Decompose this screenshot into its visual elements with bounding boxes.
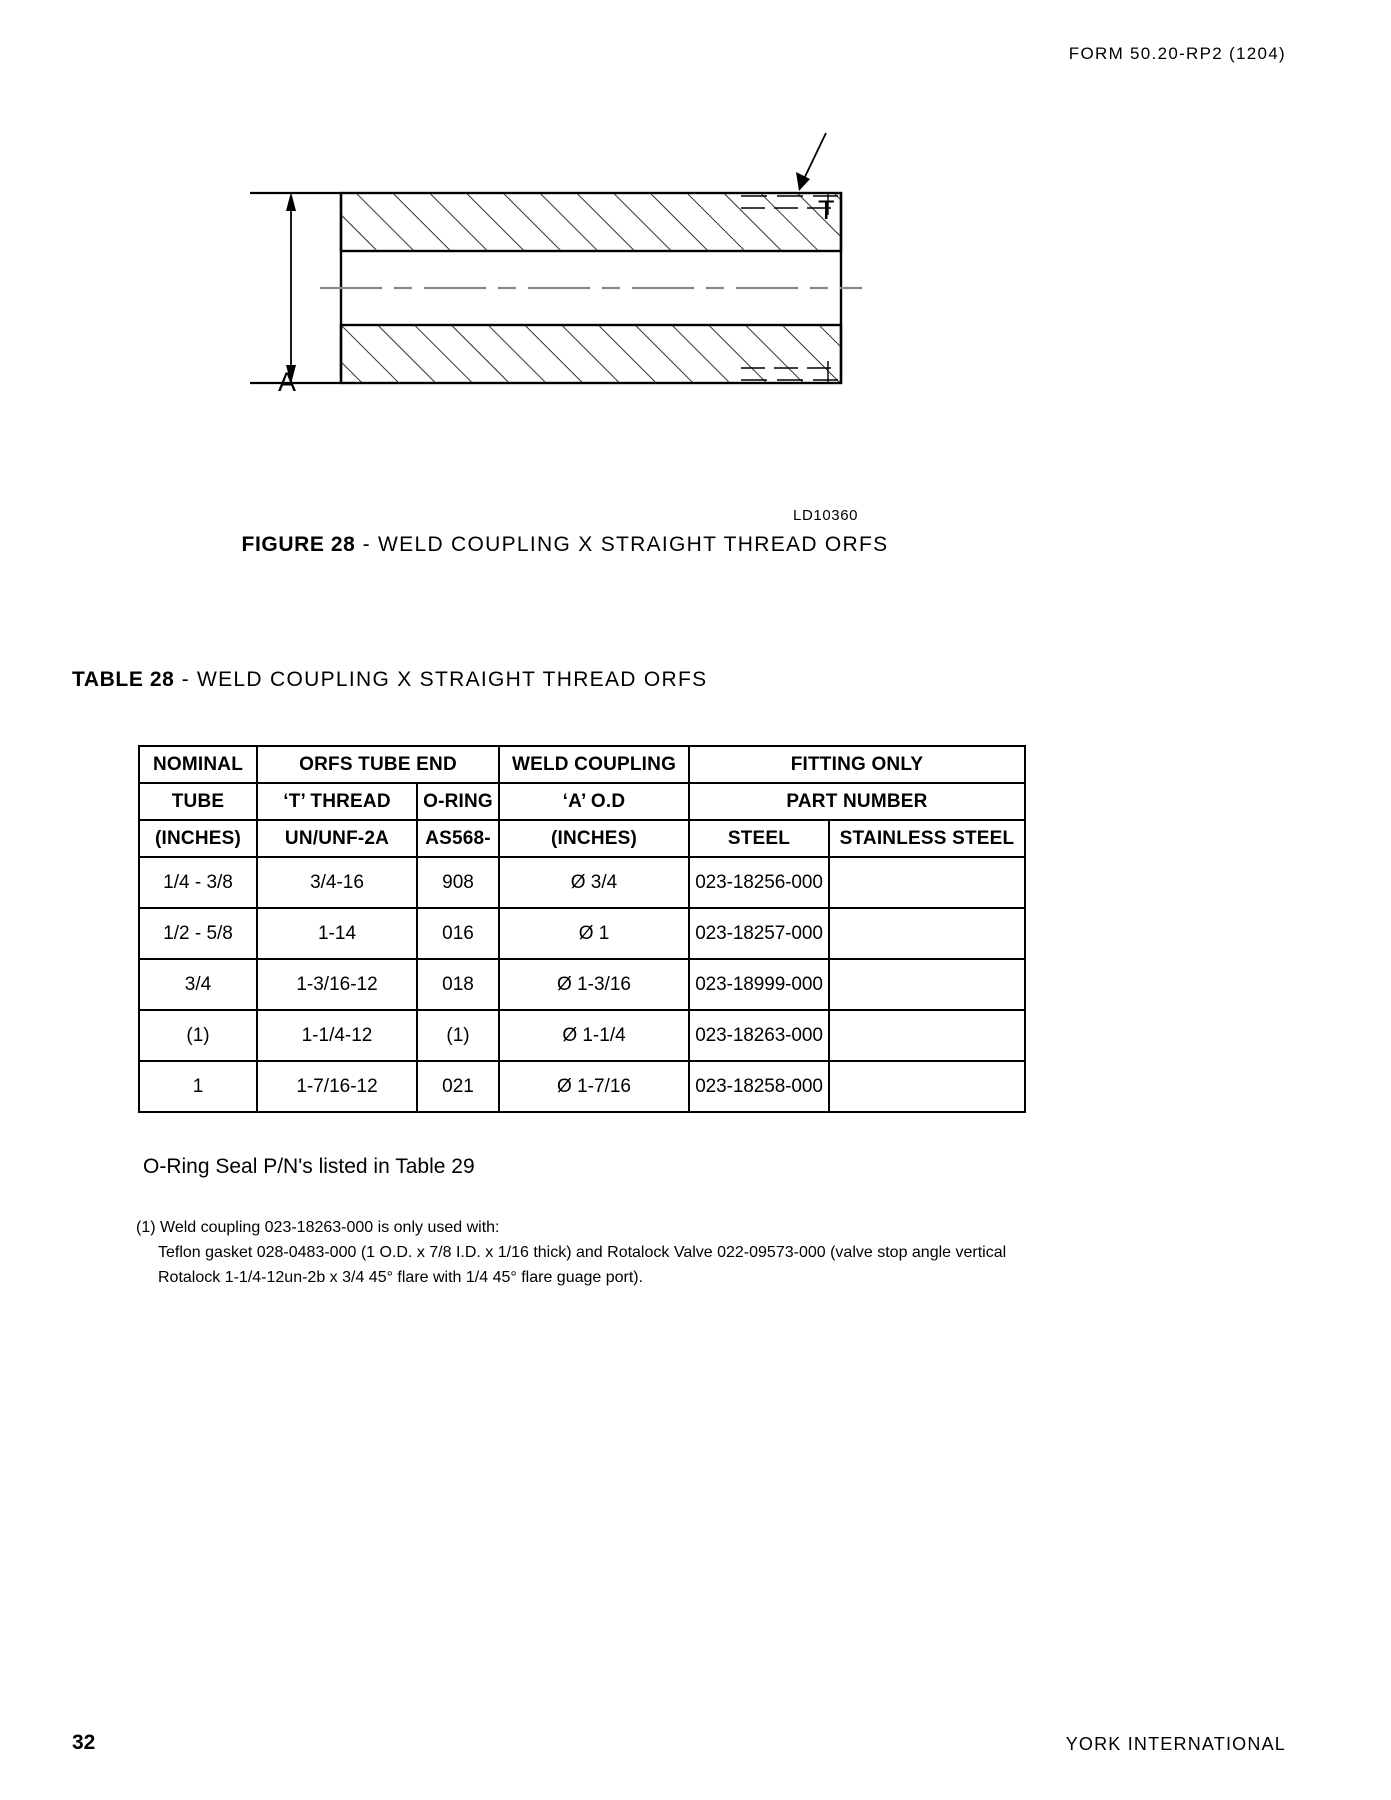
weld-coupling-spec-table bbox=[138, 745, 1026, 1113]
cell-nominal: 1/2 - 5/8 bbox=[139, 908, 257, 959]
thread-callout-label: T bbox=[818, 195, 835, 225]
oring-seal-note: O-Ring Seal P/N's listed in Table 29 bbox=[143, 1155, 475, 1178]
table-row bbox=[139, 959, 1025, 1010]
cell-thread: 1-14 bbox=[257, 908, 417, 959]
header-o-ring: O-RING bbox=[417, 783, 499, 820]
table-header-row-1 bbox=[139, 746, 1025, 783]
figure-caption-separator: - bbox=[355, 533, 379, 556]
table-body bbox=[139, 857, 1025, 1112]
cell-stainless-part-number bbox=[829, 1061, 1025, 1112]
figure-drawing bbox=[0, 95, 1391, 524]
cell-thread: 1-3/16-12 bbox=[257, 959, 417, 1010]
cell-stainless-part-number bbox=[829, 1010, 1025, 1061]
cell-nominal: (1) bbox=[139, 1010, 257, 1061]
table-head bbox=[139, 746, 1025, 857]
cell-oring: 018 bbox=[417, 959, 499, 1010]
table-title bbox=[72, 668, 707, 692]
cell-nominal: 3/4 bbox=[139, 959, 257, 1010]
header-a-od: ‘A’ O.D bbox=[499, 783, 689, 820]
cell-aod: Ø 1-3/16 bbox=[499, 959, 689, 1010]
cell-stainless-part-number bbox=[829, 908, 1025, 959]
figure-caption bbox=[0, 533, 1130, 557]
cell-steel-part-number: 023-18256-000 bbox=[689, 857, 829, 908]
cell-oring: 908 bbox=[417, 857, 499, 908]
cell-aod: Ø 1-1/4 bbox=[499, 1010, 689, 1061]
dimension-a-label: A bbox=[278, 367, 297, 397]
cell-nominal: 1 bbox=[139, 1061, 257, 1112]
table-title-text: WELD COUPLING X STRAIGHT THREAD ORFS bbox=[197, 668, 708, 691]
header-orfs-tube-end: ORFS TUBE END bbox=[257, 746, 499, 783]
cell-thread: 3/4-16 bbox=[257, 857, 417, 908]
cell-steel-part-number: 023-18257-000 bbox=[689, 908, 829, 959]
figure-caption-text: WELD COUPLING X STRAIGHT THREAD ORFS bbox=[378, 533, 889, 556]
cell-thread: 1-1/4-12 bbox=[257, 1010, 417, 1061]
cell-aod: Ø 1 bbox=[499, 908, 689, 959]
footnote-line-3: Rotalock 1-1/4-12un-2b x 3/4 45° flare with 1/4 45° flare guage port). bbox=[158, 1269, 644, 1286]
header-aod-inches: (INCHES) bbox=[499, 820, 689, 857]
header-steel: STEEL bbox=[689, 820, 829, 857]
cell-thread: 1-7/16-12 bbox=[257, 1061, 417, 1112]
form-code-header: FORM 50.20-RP2 (1204) bbox=[1068, 44, 1286, 63]
cell-stainless-part-number bbox=[829, 857, 1025, 908]
cell-aod: Ø 3/4 bbox=[499, 857, 689, 908]
table-row bbox=[139, 1010, 1025, 1061]
table-header-row-2 bbox=[139, 783, 1025, 820]
table-title-separator: - bbox=[174, 668, 197, 691]
cell-oring: (1) bbox=[417, 1010, 499, 1061]
cell-oring: 016 bbox=[417, 908, 499, 959]
table-header-row-3 bbox=[139, 820, 1025, 857]
page-number: 32 bbox=[72, 1731, 96, 1754]
drawing-id-label: LD10360 bbox=[793, 507, 859, 524]
header-nominal-tube: TUBE bbox=[139, 783, 257, 820]
header-nominal-inches: (INCHES) bbox=[139, 820, 257, 857]
cell-stainless-part-number bbox=[829, 959, 1025, 1010]
weld-coupling-cross-section-svg bbox=[0, 95, 1391, 455]
spec-table-container bbox=[138, 745, 1026, 1113]
footnote-line-2: Teflon gasket 028-0483-000 (1 O.D. x 7/8 I.D. x 1/16 thick) and Rotalock Valve 022-09573-000 (valve stop angle vertical bbox=[158, 1244, 1007, 1261]
table-row bbox=[139, 908, 1025, 959]
header-oring-as568: AS568- bbox=[417, 820, 499, 857]
table-row bbox=[139, 857, 1025, 908]
header-thread-spec: UN/UNF-2A bbox=[257, 820, 417, 857]
cell-steel-part-number: 023-18258-000 bbox=[689, 1061, 829, 1112]
header-fitting-only: FITTING ONLY bbox=[689, 746, 1025, 783]
cell-oring: 021 bbox=[417, 1061, 499, 1112]
table-row bbox=[139, 1061, 1025, 1112]
cell-nominal: 1/4 - 3/8 bbox=[139, 857, 257, 908]
figure-caption-label: FIGURE 28 bbox=[241, 533, 356, 556]
header-t-thread: ‘T’ THREAD bbox=[257, 783, 417, 820]
cell-aod: Ø 1-7/16 bbox=[499, 1061, 689, 1112]
table-title-label: TABLE 28 bbox=[72, 668, 175, 691]
footnote-line-1: (1) Weld coupling 023-18263-000 is only used with: bbox=[136, 1219, 500, 1236]
cell-steel-part-number: 023-18263-000 bbox=[689, 1010, 829, 1061]
header-nominal: NOMINAL bbox=[139, 746, 257, 783]
header-part-number: PART NUMBER bbox=[689, 783, 1025, 820]
cell-steel-part-number: 023-18999-000 bbox=[689, 959, 829, 1010]
footnotes-block bbox=[136, 1215, 1136, 1290]
header-stainless-steel: STAINLESS STEEL bbox=[829, 820, 1025, 857]
company-footer: YORK INTERNATIONAL bbox=[1065, 1734, 1286, 1754]
header-weld-coupling: WELD COUPLING bbox=[499, 746, 689, 783]
